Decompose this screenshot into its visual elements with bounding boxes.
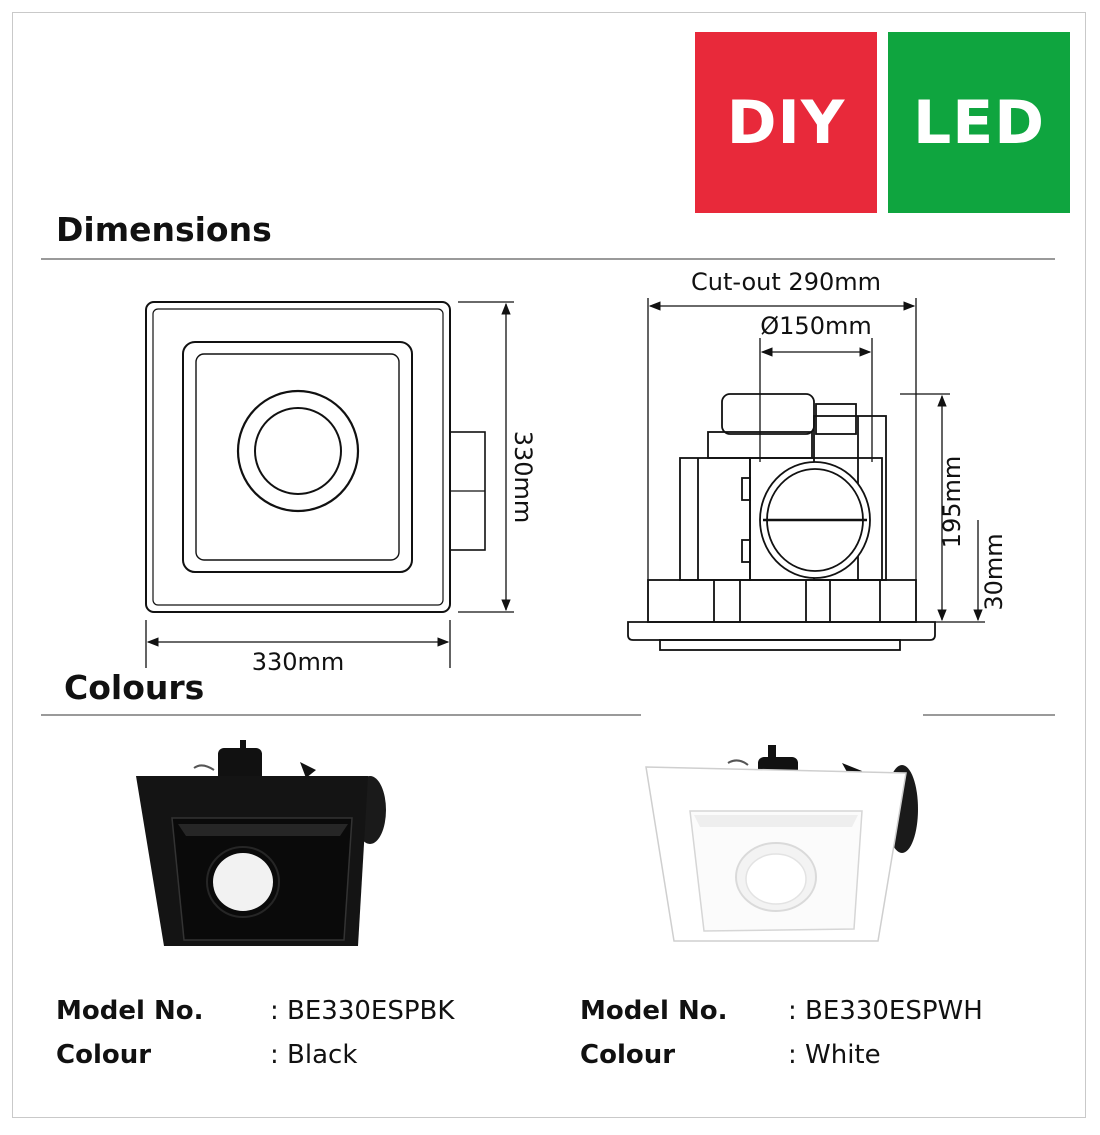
- cutout-dimension: [648, 298, 916, 620]
- colour-label: Colour: [580, 1040, 676, 1070]
- front-width-label: 330mm: [251, 648, 345, 676]
- colours-divider-left: [41, 714, 641, 716]
- colour-label: Colour: [56, 1040, 152, 1070]
- model-label: Model No.: [56, 996, 204, 1026]
- black-fan-image: [130, 740, 400, 960]
- cutout-label: Cut-out 290mm: [691, 268, 881, 296]
- model-value: : BE330ESPWH: [788, 996, 983, 1026]
- depth-label: 30mm: [980, 533, 1008, 611]
- diy-badge-text: DIY: [726, 87, 846, 158]
- model-label: Model No.: [580, 996, 728, 1026]
- model-value: : BE330ESPBK: [270, 996, 455, 1026]
- height-label: 195mm: [938, 455, 966, 549]
- colour-value: : Black: [270, 1040, 358, 1070]
- front-height-dimension: [458, 302, 514, 612]
- colours-divider-right: [923, 714, 1055, 716]
- side-view-drawing: [628, 394, 935, 650]
- diameter-label: Ø150mm: [760, 312, 872, 340]
- diameter-dimension: [760, 338, 872, 462]
- colours-heading: Colours: [64, 668, 205, 707]
- white-fan-image: [640, 745, 930, 950]
- dimensions-heading: Dimensions: [56, 210, 272, 249]
- front-view-drawing: [146, 302, 485, 612]
- colour-value: : White: [788, 1040, 881, 1070]
- led-badge-text: LED: [912, 87, 1046, 158]
- front-height-label: 330mm: [509, 430, 537, 524]
